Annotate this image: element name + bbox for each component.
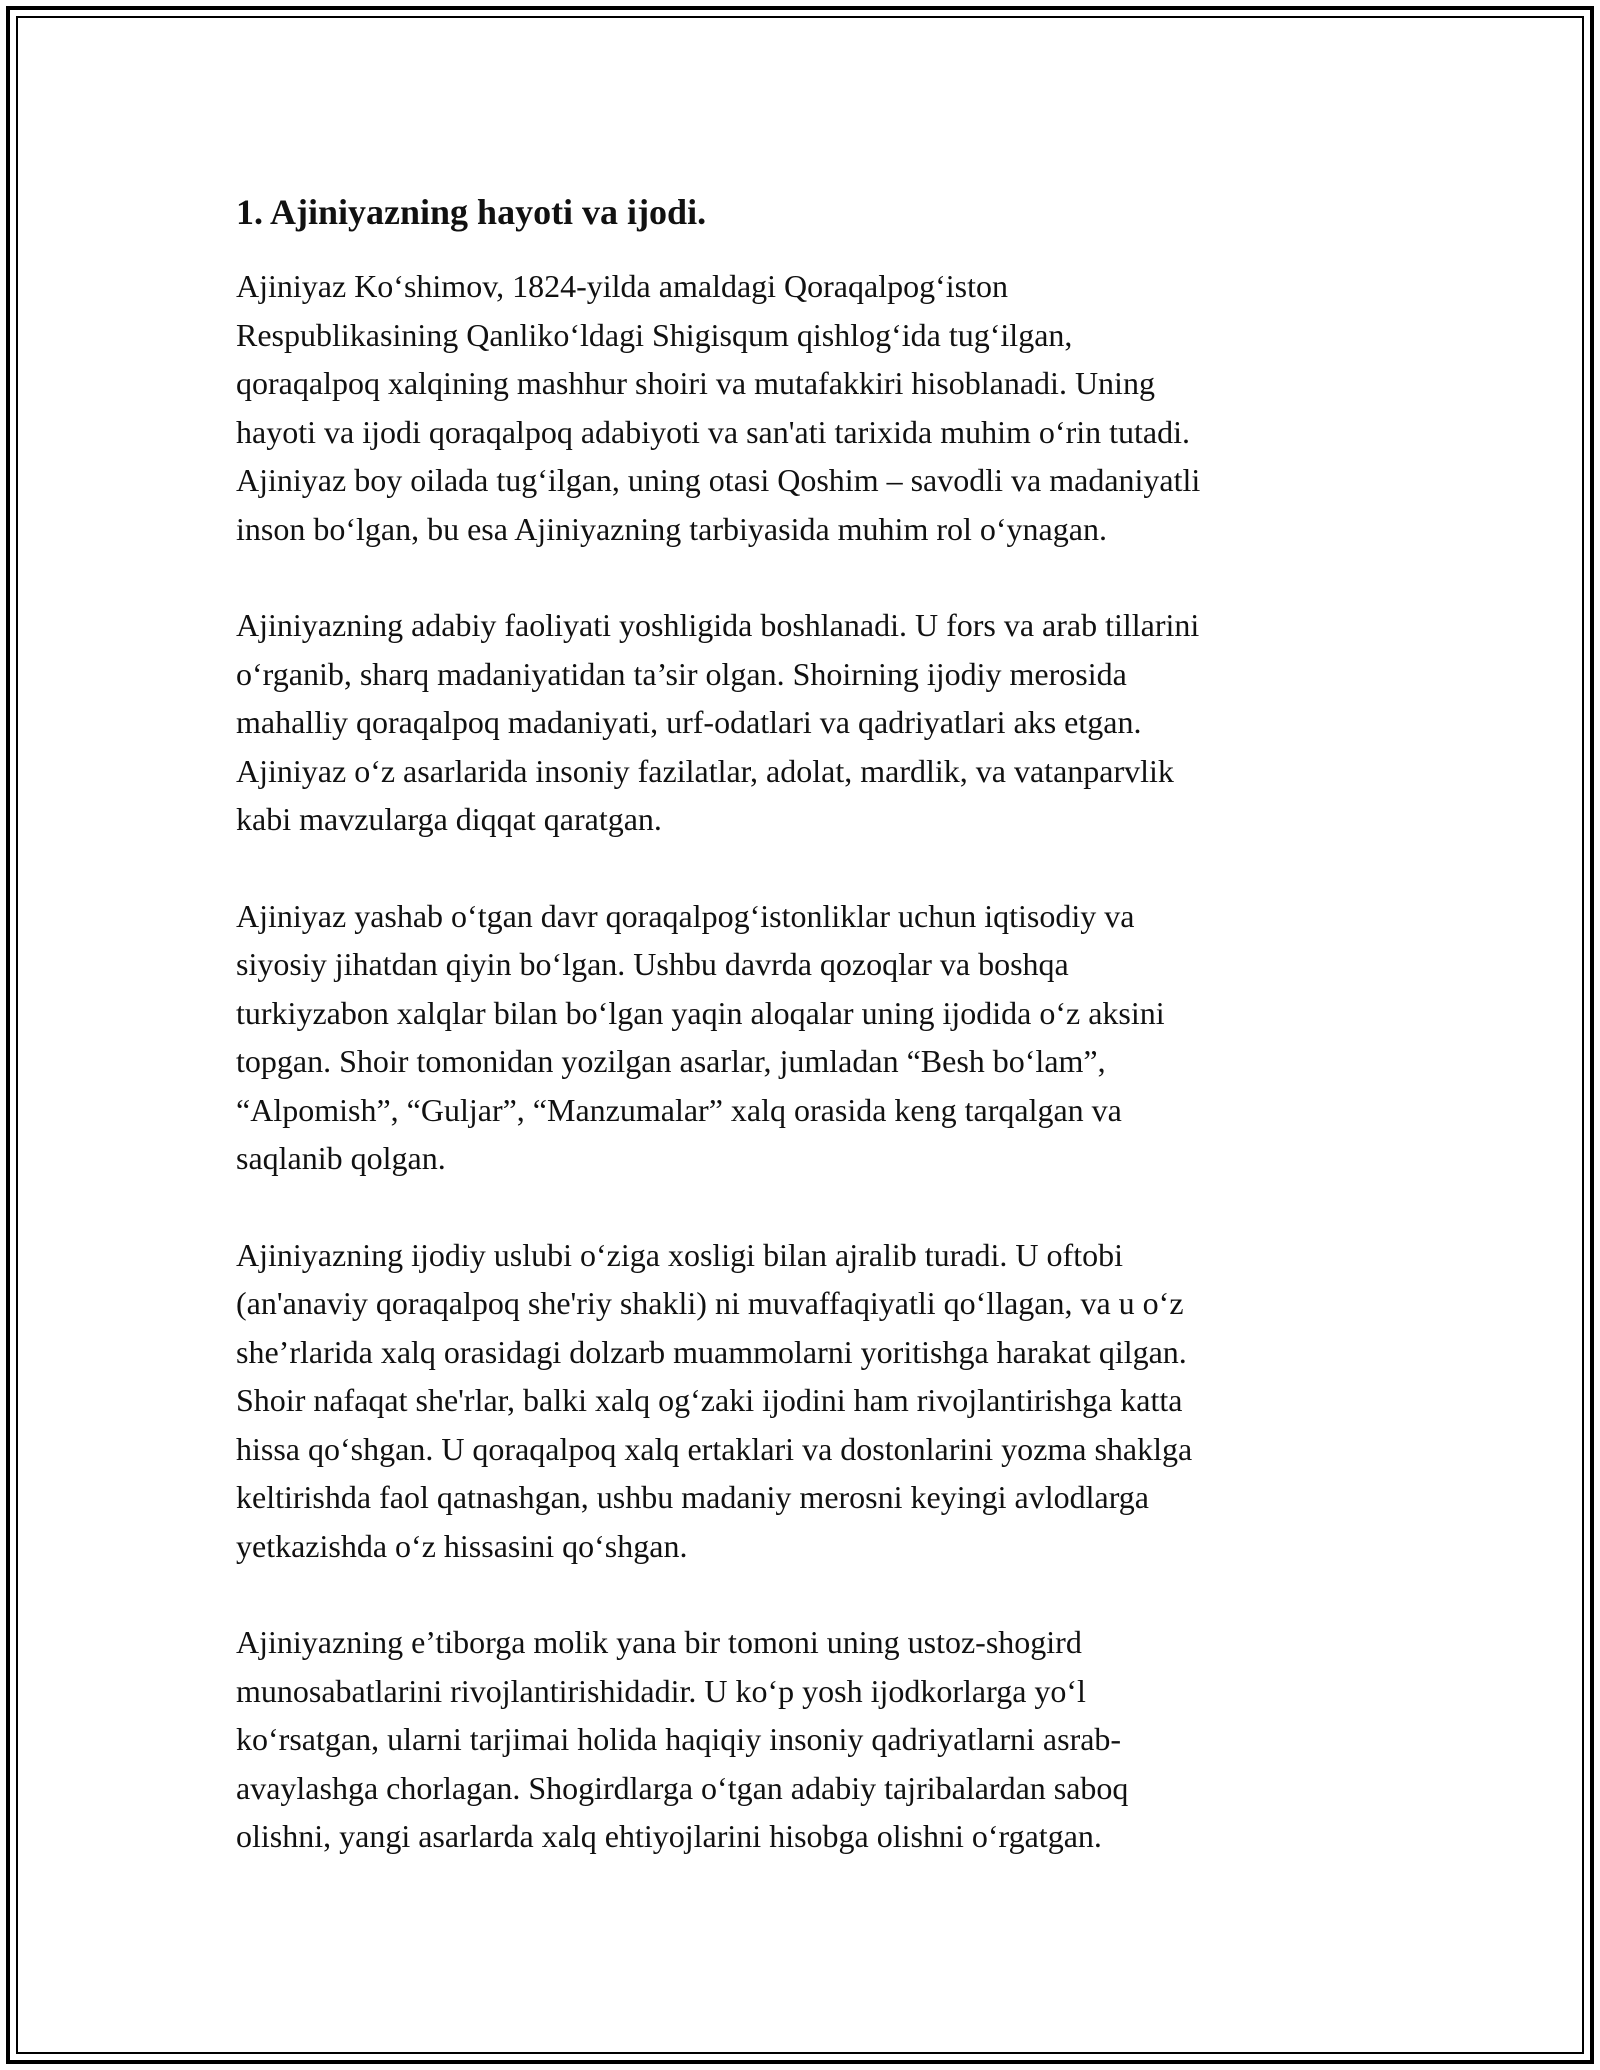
paragraph-line: Ajiniyaz yashab o‘tgan davr qoraqalpog‘istonliklar uchun iqtisodiy va [236,897,1135,934]
paragraph-line: siyosiy jihatdan qiyin bo‘lgan. Ushbu davrda qozoqlar va boshqa [236,946,1069,982]
paragraph-5 [236,1618,1366,1861]
document-title: 1. Ajiniyazning hayoti va ijodi. [236,192,707,232]
paragraph-line: keltirishda faol qatnashgan, ushbu madaniy merosni keyingi avlodlarga [236,1479,1149,1515]
paragraph-line: hissa qo‘shgan. U qoraqalpoq xalq ertaklari va dostonlarini yozma shaklga [236,1430,1193,1467]
paragraph-line: mahalliy qoraqalpoq madaniyati, urf-odatlari va qadriyatlari aks etgan. [236,704,1142,740]
paragraph-line: Ajiniyazning ijodiy uslubi o‘ziga xosligi bilan ajralib turadi. U oftobi [236,1236,1123,1273]
paragraph-line: Respublikasining Qanliko‘ldagi Shigisqum qishlog‘ida tug‘ilgan, [236,316,1073,353]
paragraph-line: (an'anaviy qoraqalpoq she'riy shakli) ni muvaffaqiyatli qo‘llagan, va u o‘z [236,1285,1184,1321]
paragraph-1 [236,262,1366,553]
document-body [236,188,1366,1909]
paragraph-line: turkiyzabon xalqlar bilan bo‘lgan yaqin aloqalar uning ijodida o‘z aksini [236,994,1165,1031]
paragraph-line: Ajiniyazning e’tiborga molik yana bir tomoni uning ustoz-shogird [236,1624,1082,1660]
paragraph-line: “Alpomish”, “Guljar”, “Manzumalar” xalq orasida keng tarqalgan va [236,1091,1122,1128]
paragraph-line: o‘rganib, sharq madaniyatidan ta’sir olgan. Shoirning ijodiy merosida [236,655,1127,692]
paragraph-line: Ajiniyazning adabiy faoliyati yoshligida boshlanadi. U fors va arab tillarini [236,607,1200,643]
paragraph-4 [236,1231,1366,1571]
paragraph-line: Shoir nafaqat she'rlar, balki xalq og‘zaki ijodini ham rivojlantirishga katta [236,1382,1183,1418]
paragraph-line: topgan. Shoir tomonidan yozilgan asarlar, jumladan “Besh bo‘lam”, [236,1043,1106,1079]
paragraph-3 [236,892,1366,1183]
paragraph-line: Ajiniyaz boy oilada tug‘ilgan, uning otasi Qoshim – savodli va madaniyatli [236,462,1201,498]
paragraph-line: saqlanib qolgan. [236,1140,446,1176]
paragraph-2 [236,601,1366,844]
paragraph-line: qoraqalpoq xalqining mashhur shoiri va mutafakkiri hisoblanadi. Uning [236,365,1155,401]
paragraph-line: yetkazishda o‘z hissasini qo‘shgan. [236,1527,688,1564]
paragraph-line: Ajiniyaz o‘z asarlarida insoniy fazilatlar, adolat, mardlik, va vatanparvlik [236,752,1174,789]
paragraph-line: olishni, yangi asarlarda xalq ehtiyojlarini hisobga olishni o‘rgatgan. [236,1818,1102,1854]
paragraph-line: Ajiniyaz Ko‘shimov, 1824-yilda amaldagi Qoraqalpog‘iston [236,268,1008,304]
paragraph-line: ko‘rsatgan, ularni tarjimai holida haqiqiy insoniy qadriyatlarni asrab- [236,1721,1122,1757]
paragraph-line: kabi mavzularga diqqat qaratgan. [236,801,662,837]
paragraph-line: avaylashga chorlagan. Shogirdlarga o‘tgan adabiy tajribalardan saboq [236,1769,1129,1806]
paragraph-line: inson bo‘lgan, bu esa Ajiniyazning tarbiyasida muhim rol o‘ynagan. [236,510,1107,547]
paragraph-line: hayoti va ijodi qoraqalpoq adabiyoti va san'ati tarixida muhim o‘rin tutadi. [236,413,1190,450]
paragraph-line: munosabatlarini rivojlantirishidadir. U ko‘p yosh ijodkorlarga yo‘l [236,1672,1086,1709]
paragraph-line: she’rlarida xalq orasidagi dolzarb muammolarni yoritishga harakat qilgan. [236,1333,1187,1370]
